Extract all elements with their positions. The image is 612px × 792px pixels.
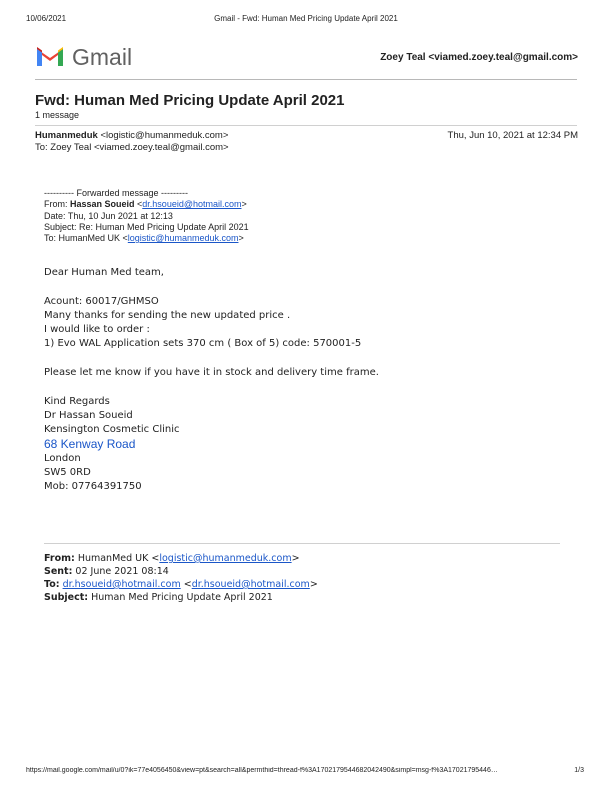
quoted-sent [44,566,169,578]
gmail-m-icon [35,44,65,68]
quoted-to-label: To: [44,579,60,590]
body-postcode: SW5 0RD [44,467,91,478]
header-divider [35,79,577,80]
thread-subject: Fwd: Human Med Pricing Update April 2021 [35,92,345,109]
quoted-subject [44,592,273,604]
quoted-to-email-link-2[interactable]: dr.hsoueid@hotmail.com [191,579,310,590]
forward-from [44,199,247,210]
quoted-from-gt: > [291,553,300,564]
body-line-4: Please let me know if you have it in stock and delivery time frame. [44,367,379,378]
message-from [35,130,228,141]
forward-from-name: Hassan Soueid [70,199,135,209]
body-clinic: Kensington Cosmetic Clinic [44,424,180,435]
quote-divider [44,543,560,544]
sender-name: Humanmeduk [35,130,98,141]
quoted-subject-label: Subject: [44,592,89,603]
quoted-sent-label: Sent: [44,566,73,577]
forward-date: Date: Thu, 10 Jun 2021 at 12:13 [44,211,173,221]
sender-email: <logistic@humanmeduk.com> [100,130,229,141]
quoted-from-email-link[interactable]: logistic@humanmeduk.com [159,553,292,564]
forward-subject: Subject: Re: Human Med Pricing Update April 2021 [44,222,249,232]
quoted-from-name: HumanMed UK < [74,553,160,564]
print-date: 10/06/2021 [26,14,67,23]
quoted-to-gt: > [309,579,318,590]
body-regards: Kind Regards [44,396,110,407]
forward-to-email-link[interactable]: logistic@humanmeduk.com [127,233,239,243]
subject-divider [35,125,577,126]
quoted-subject-value: Human Med Pricing Update April 2021 [88,592,273,603]
forward-from-lt: < [134,199,143,209]
address-link[interactable]: 68 Kenway Road [44,437,136,451]
forward-from-label: From: [44,199,70,209]
body-mob: Mob: 07764391750 [44,481,142,492]
quoted-from-label: From: [44,553,75,564]
quoted-from [44,553,300,565]
forward-banner: ---------- Forwarded message --------- [44,188,188,198]
print-page-number: 1/3 [574,767,584,774]
print-footer-url: https://mail.google.com/mail/u/0?ik=77e4056450&view=pt&search=all&permthid=thread-f%3A1702179544682042490&simpl=msg-f%3A17021795446… [26,767,498,774]
forward-from-gt: > [241,199,247,209]
body-line-2: I would like to order : [44,324,150,335]
gmail-brand: Gmail [72,44,133,70]
message-count: 1 message [35,110,80,120]
forward-to [44,233,244,244]
forward-to-label: To: HumanMed UK < [44,233,128,243]
message-datetime: Thu, Jun 10, 2021 at 12:34 PM [447,130,578,141]
quoted-to-lt: < [180,579,192,590]
quoted-to-email-link-1[interactable]: dr.hsoueid@hotmail.com [62,579,181,590]
body-city: London [44,453,81,464]
forward-from-email-link[interactable]: dr.hsoueid@hotmail.com [142,199,242,209]
forward-to-gt: > [238,233,244,243]
body-account: Acount: 60017/GHMSO [44,296,159,307]
body-line-1: Many thanks for sending the new updated price . [44,310,291,321]
account-label: Zoey Teal <viamed.zoey.teal@gmail.com> [380,52,578,63]
quoted-sent-value: 02 June 2021 08:14 [72,566,169,577]
body-line-3: 1) Evo WAL Application sets 370 cm ( Box of 5) code: 570001-5 [44,338,362,349]
print-title: Gmail - Fwd: Human Med Pricing Update April 2021 [214,14,398,23]
quoted-to [44,579,318,591]
body-greeting: Dear Human Med team, [44,267,164,278]
message-to: To: Zoey Teal <viamed.zoey.teal@gmail.com> [35,142,229,153]
body-name: Dr Hassan Soueid [44,410,133,421]
body-street [44,437,135,451]
